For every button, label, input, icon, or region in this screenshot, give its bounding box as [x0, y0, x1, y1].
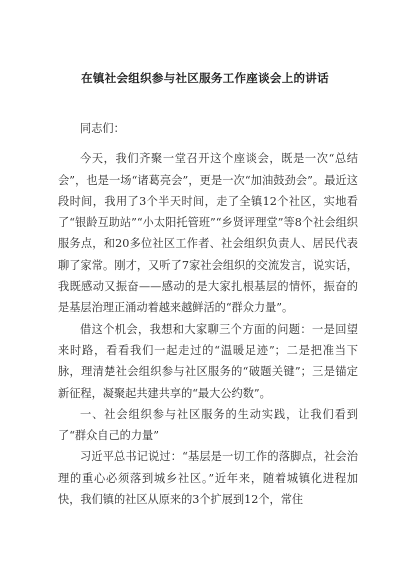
- paragraph-agenda: 借这个机会，我想和大家聊三个方面的问题：一是回望来时路，看看我们一起走过的“温暖足迹”；二是把准当下脉，理清楚社会组织参与社区服务的“破题关键”；三是锚定新征程，凝聚起共建共享的“最大公约数”。: [58, 322, 358, 400]
- document-title: 在镇社会组织参与社区服务工作座谈会上的讲话: [81, 71, 329, 85]
- document-body: [58, 118, 358, 510]
- salutation: 同志们：: [80, 122, 125, 135]
- paragraph-opening: 今天，我们齐聚一堂召开这个座谈会，既是一次“总结会”，也是一场“诸葛亮会”，更是一次“加油鼓劲会”。最近这段时间，我用了3个半天时间，走了全镇12个社区，实地看了“银龄互助站”“小太阳托管班”“乡贤评理堂”等8个社会组织服务点，和20多位社区工作者、社会组织负责人、居民代表聊了家常。刚才，又听了7家社会组织的交流发言，说实话，我既感动又振奋——感动的是大家扎根基层的情怀，振奋的是基层治理正涌动着越来越鲜活的“群众力量”。: [58, 152, 358, 315]
- section-heading: 一、社会组织参与社区服务的生动实践，让我们看到了“群众自己的力量”: [58, 407, 358, 443]
- paragraph-quote: 习近平总书记说过：“基层是一切工作的落脚点，社会治理的重心必须落到城乡社区。”近年来，随着城镇化进程加快，我们镇的社区从原来的3个扩展到12个，常住: [58, 450, 358, 507]
